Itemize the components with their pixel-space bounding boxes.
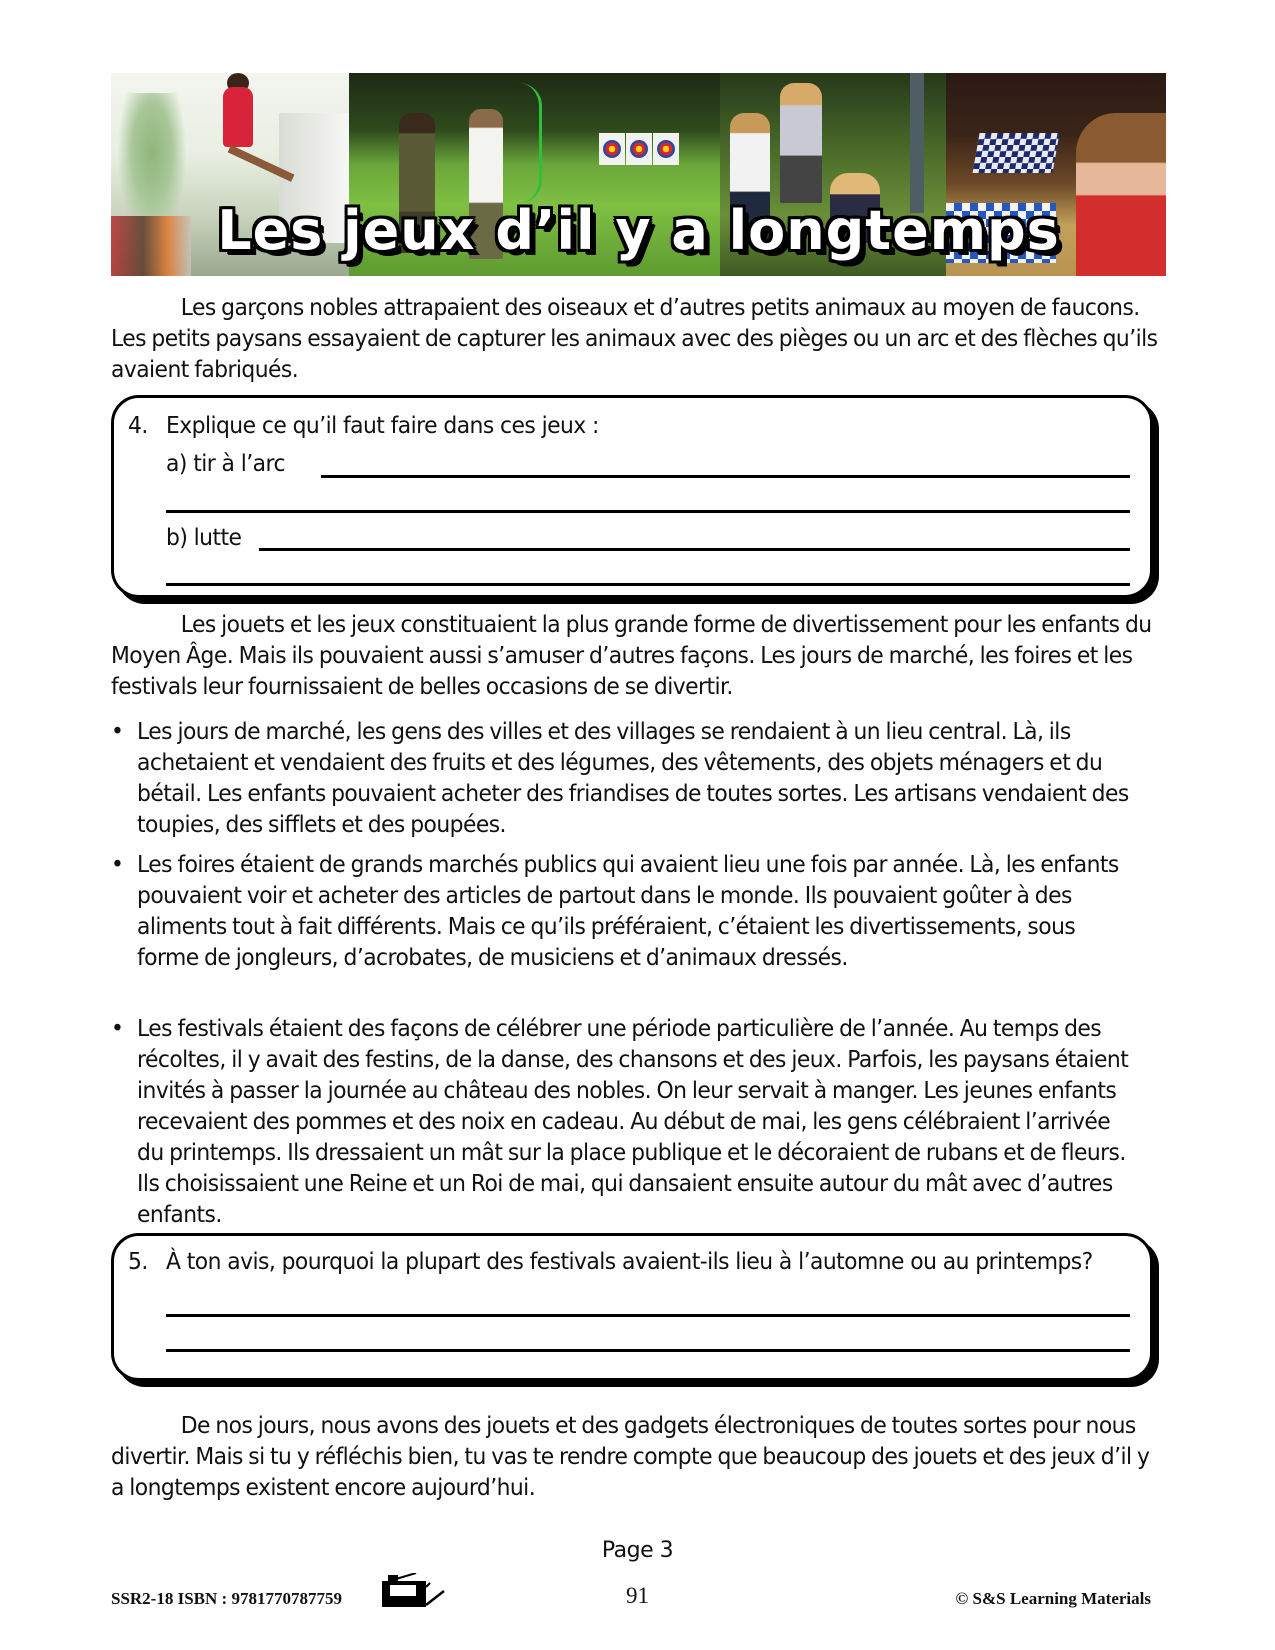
copyright: © S&S Learning Materials [955,1589,1151,1608]
closing-paragraph: De nos jours, nous avons des jouets et des gadgets électroniques de toutes sortes pour nous divertir. Mais si tu y réfléchis bien, tu vas te rendre compte que beaucoup des jouets et des jeux d’il y a longtemps existent encore aujourd’hui. [111,1411,1150,1501]
page-number: 91 [626,1583,649,1608]
question-4a-label: a) tir à l’arc [166,449,285,477]
title-banner [111,73,1166,276]
answer-line-4a-1[interactable] [321,475,1130,478]
bullet-fairs [111,849,1134,973]
page-title: Les jeux d’il y a longtemps [217,199,1060,262]
answer-line-5-1[interactable] [166,1314,1130,1317]
bullet-icon: • [111,717,124,745]
bullet-text: Les jours de marché, les gens des villes et des villages se rendaient à un lieu central. Là, ils achetaient et vendaient des fruits et des légumes, des vêtements, des objets ménagers et du bétail. Les enfants pouvaient acheter des friandises de toutes sortes. Les artisans vendaient des toupies, des sifflets et des poupées. [137,717,1129,838]
question-4-number: 4. [128,411,148,439]
question-4b-label: b) lutte [166,523,242,551]
bullet-text: Les foires étaient de grands marchés publics qui avaient lieu une fois par année. Là, les enfants pouvaient voir et acheter des articles de partout dans le monde. Ils pouvaient goûter à des aliments tout à fait différents. Mais ce qu’ils préféraient, c’étaient les divertissements, sous forme de jongleurs, d’acrobates, de musiciens et d’animaux dressés. [137,850,1119,971]
answer-line-4b-2[interactable] [166,583,1130,586]
footer-isbn: SSR2-18 ISBN : 9781770787759 [111,1589,342,1608]
answer-line-4b-1[interactable] [259,548,1130,551]
question-5-box [111,1233,1153,1381]
bullet-icon: • [111,850,124,878]
answer-line-5-2[interactable] [166,1349,1130,1352]
question-4-prompt: Explique ce qu’il faut faire dans ces jeux : [166,411,599,439]
bullet-text: Les festivals étaient des façons de célébrer une période particulière de l’année. Au temps des récoltes, il y avait des festins, de la danse, des chansons et des jeux. Parfois, les paysans étaient invités à passer la journée au château des nobles. On leur servait à manger. Les jeunes enfants recevaient des pommes et des noix en cadeau. Au début de mai, les gens célébraient l’arrivée du printemps. Ils dressaient un mât sur la place publique et le décoraient de rubans et de fleurs. Ils choisissaient une Reine et un Roi de mai, qui dansaient ensuite autour du mât avec d’autres enfants. [137,1014,1129,1228]
question-5-prompt: À ton avis, pourquoi la plupart des festivals avaient-ils lieu à l’automne ou au printemps? [166,1247,1093,1275]
intro-paragraph: Les garçons nobles attrapaient des oiseaux et d’autres petits animaux au moyen de faucons. Les petits paysans essayaient de capturer les animaux avec des pièges ou un arc et des flèches qu’ils avaient fabriqués. [111,293,1158,383]
page-label: Page 3 [601,1538,674,1563]
bullet-market-days [111,716,1134,840]
bullet-icon: • [111,1014,124,1042]
question-4-box [111,395,1153,598]
question-5-number: 5. [128,1247,148,1275]
answer-line-4a-2[interactable] [166,510,1130,513]
paragraph-entertainment: Les jouets et les jeux constituaient la plus grande forme de divertissement pour les enfants du Moyen Âge. Mais ils pouvaient aussi s’amuser d’autres façons. Les jours de marché, les foires et les festivals leur fournissaient de belles occasions de se divertir. [111,610,1152,700]
bullet-festivals [111,1013,1134,1230]
